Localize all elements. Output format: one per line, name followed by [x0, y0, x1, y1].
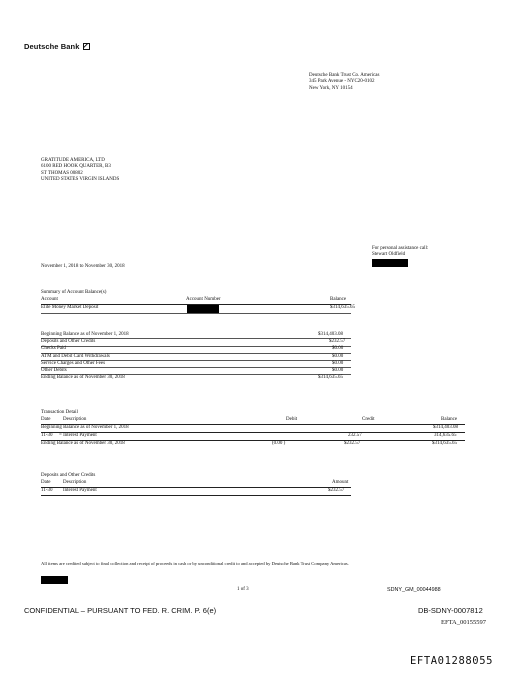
transactions-header-description: Description: [63, 417, 87, 422]
redaction-box: [372, 259, 408, 267]
transaction-description: Beginning Balance as of November 1, 2018: [41, 425, 129, 430]
summary-account-rule: [41, 313, 351, 314]
bank-address-line: 345 Park Avenue - NYC20-0102: [309, 79, 375, 85]
transaction-date: 11-30: [41, 433, 53, 438]
page-number: 1 of 3: [237, 587, 249, 592]
assistance-label: For personal assistance call:: [372, 246, 429, 251]
transactions-header-debit: Debit: [286, 417, 298, 422]
deposit-description: Interest Payment: [63, 488, 97, 493]
client-address: [41, 158, 119, 184]
bates-db: DB-SDNY-0007812: [418, 606, 483, 615]
deposit-amount: $232.57: [328, 488, 345, 493]
summary-account-balance: $314,635.65: [330, 305, 355, 310]
summary-line: [41, 375, 351, 382]
disclaimer: All items are credited subject to final collection and receipt of proceeds in cash or by unconditional credit to and accepted by Deutsche Bank Trust Company Americas.: [41, 561, 349, 566]
bates-sdny: SDNY_GM_00044988: [387, 587, 441, 593]
summary-header-account-number: Account Number: [186, 297, 221, 302]
summary-line-label: ATM and Debit Card Withdrawals: [41, 353, 110, 359]
redaction-box: [41, 576, 68, 584]
summary-line-value: $0.00: [332, 346, 344, 352]
summary-line-value: $0.00: [332, 353, 344, 359]
deposit-date: 11-30: [41, 488, 53, 493]
deposit-rule: [41, 495, 351, 496]
deutsche-bank-logo-icon: [83, 43, 90, 50]
summary-line-label: Deposits and Other Credits: [41, 339, 96, 345]
summary-header-balance: Balance: [330, 297, 347, 302]
deposits-title: Deposits and Other Credits: [41, 473, 96, 478]
efta-large: EFTA01288055: [410, 655, 494, 667]
summary-account-name: Elite Money Market Deposit: [41, 305, 99, 310]
deposits-header-date: Date: [41, 480, 51, 485]
transactions-header-date: Date: [41, 417, 51, 422]
bank-logo: [24, 42, 90, 51]
summary-line-value: $232.57: [329, 339, 346, 345]
summary-line-value: $0.00: [332, 368, 344, 373]
bank-address-line: New York, NY 10154: [309, 85, 353, 91]
transaction-balance: $314,635.65: [432, 441, 457, 446]
transaction-debit: (0.00 ): [272, 441, 286, 446]
client-address-line: ST THOMAS 00802: [41, 170, 83, 176]
transactions-header-credit: Credit: [362, 417, 375, 422]
summary-account-row: [41, 305, 462, 312]
efta-small: EFTA_00155597: [441, 619, 486, 626]
client-address-line: 6100 RED HOOK QUARTER, B3: [41, 164, 111, 170]
summary-line-label: Service Charges and Other Fees: [41, 360, 106, 366]
summary-line-label: Beginning Balance as of November 1, 2018: [41, 332, 129, 337]
transaction-credit: $232.57: [344, 441, 361, 446]
summary-line-label: Checks Paid: [41, 346, 66, 352]
transaction-credit: 232.57: [348, 433, 362, 438]
statement-period: November 1, 2018 to November 30, 2018: [41, 264, 125, 269]
bank-address-line: Deutsche Bank Trust Co. Americas: [309, 73, 380, 78]
transaction-balance: $314,403.08: [433, 425, 458, 430]
assistance-name: Stewart Oldfield: [372, 252, 406, 258]
summary-line-value: $314,635.65: [318, 375, 343, 381]
summary-line-label: Other Debits: [41, 368, 67, 373]
transaction-description: Ending Balance as of November 30, 2018: [41, 441, 125, 446]
summary-title: Summary of Account Balance(s): [41, 290, 107, 295]
summary-line-value: $0.00: [332, 360, 344, 366]
deposits-header-amount: Amount: [332, 480, 349, 485]
client-address-line: GRATITUDE AMERICA, LTD: [41, 158, 105, 163]
deposits-header-description: Description: [63, 480, 87, 485]
client-address-line: UNITED STATES VIRGIN ISLANDS: [41, 177, 120, 183]
summary-line-label: Ending Balance as of November 30, 2018: [41, 375, 125, 381]
transactions-header-balance: Balance: [441, 417, 458, 422]
transaction-row: [41, 441, 462, 448]
confidential-notice: CONFIDENTIAL – PURSUANT TO FED. R. CRIM. P. 6(e): [24, 606, 217, 615]
summary-header-account: Account: [41, 297, 58, 302]
assistance-contact: [372, 246, 428, 259]
summary-line-value: $314,403.08: [318, 332, 343, 337]
bank-logo-name: Deutsche Bank: [24, 42, 80, 51]
transaction-balance: 314,635.65: [434, 433, 457, 438]
bank-address: [309, 73, 379, 92]
transaction-description: = Interest Payment: [59, 433, 97, 438]
transactions-title: Transaction Detail: [41, 410, 78, 415]
